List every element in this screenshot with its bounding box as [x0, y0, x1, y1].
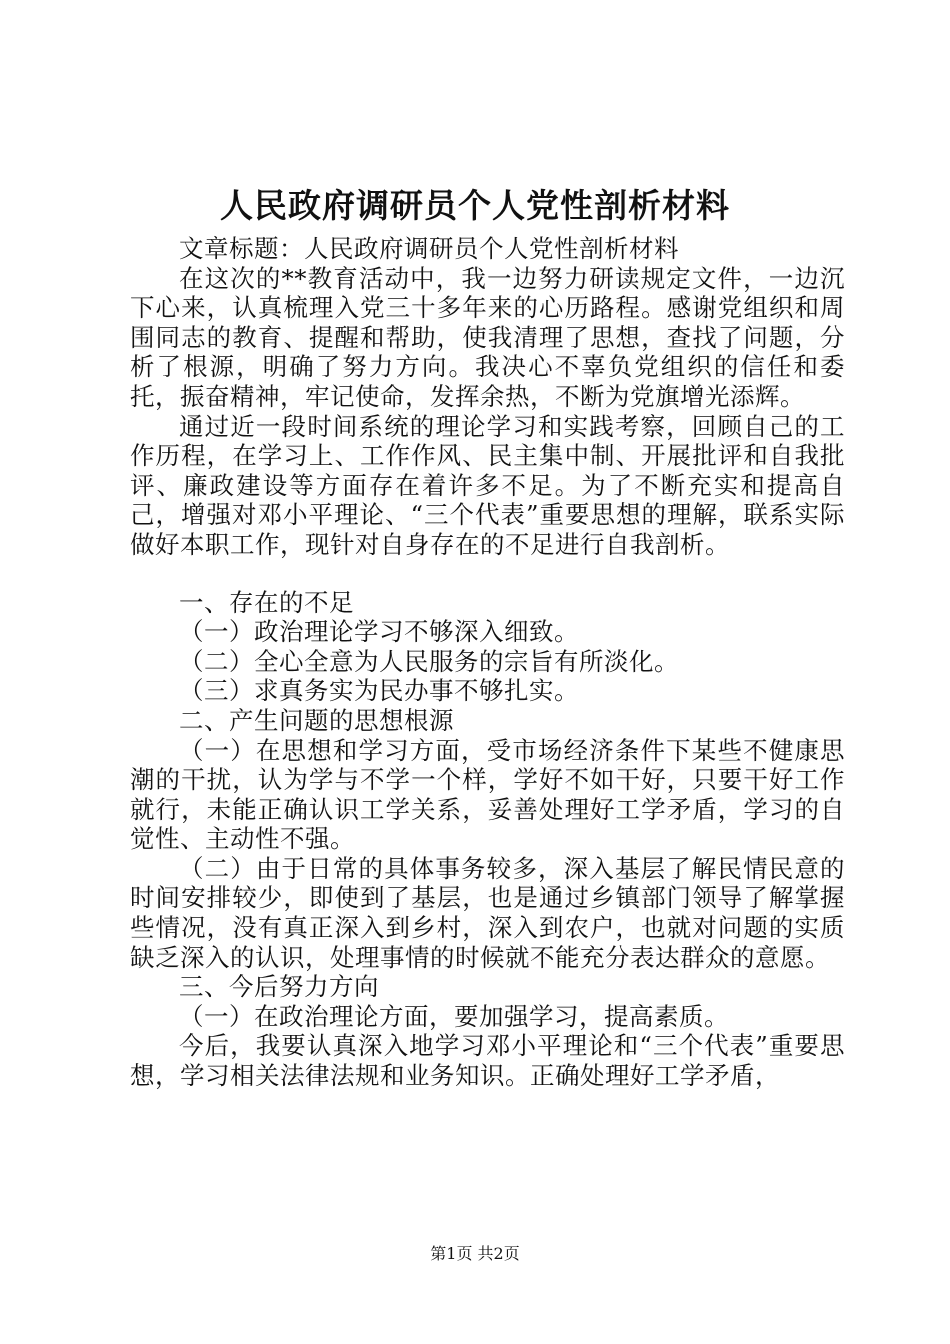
document-body: [130, 234, 845, 1091]
list-item-1-3: （三）求真务实为民办事不够扎实。: [179, 676, 579, 706]
list-item-1-1: （一）政治理论学习不够深入细致。: [179, 617, 579, 647]
section-heading-2: 二、产生问题的思想根源: [179, 705, 454, 735]
paragraph-intro: 在这次的**教育活动中，我一边努力研读规定文件，一边沉下心来，认真梳理入党三十多年来的心历路程。感谢党组织和周围同志的教育、提醒和帮助，使我清理了思想，查找了问题，分析了根源，明确了努力方向。我决心不辜负党组织的信任和委托，振奋精神，牢记使命，发挥余热，不断为党旗增光添辉。: [130, 263, 845, 411]
list-item-1-2: （二）全心全意为人民服务的宗旨有所淡化。: [179, 646, 679, 676]
paragraph-root-2: （二）由于日常的具体事务较多，深入基层了解民情民意的时间安排较少，即使到了基层，也是通过乡镇部门领导了解掌握些情况，没有真正深入到乡村，深入到农户，也就对问题的实质缺乏深入的认识，处理事情的时候就不能充分表达群众的意愿。: [130, 853, 845, 972]
paragraph-gap: [130, 560, 845, 588]
paragraph-future: 今后，我要认真深入地学习邓小平理论和“三个代表”重要思想，学习相关法律法规和业务知识。正确处理好工学矛盾，: [130, 1031, 845, 1091]
list-item-3-1: （一）在政治理论方面，要加强学习，提高素质。: [179, 1001, 729, 1031]
document-title: 人民政府调研员个人党性剖析材料: [220, 186, 730, 225]
article-title-line: 文章标题：人民政府调研员个人党性剖析材料: [179, 234, 679, 263]
paragraph-root-1: （一）在思想和学习方面，受市场经济条件下某些不健康思潮的干扰，认为学与不学一个样，学好不如干好，只要干好工作就行，未能正确认识工学关系，妥善处理好工学矛盾，学习的自觉性、主动性不强。: [130, 735, 845, 854]
paragraph-review: 通过近一段时间系统的理论学习和实践考察，回顾自己的工作历程，在学习上、工作作风、民主集中制、开展批评和自我批评、廉政建设等方面存在着许多不足。为了不断充实和提高自己，增强对邓小平理论、“三个代表”重要思想的理解，联系实际做好本职工作，现针对自身存在的不足进行自我剖析。: [130, 411, 845, 559]
section-heading-1: 一、存在的不足: [179, 587, 354, 617]
page-footer: 第1页 共2页: [430, 1244, 520, 1263]
section-heading-3: 三、今后努力方向: [179, 972, 379, 1002]
